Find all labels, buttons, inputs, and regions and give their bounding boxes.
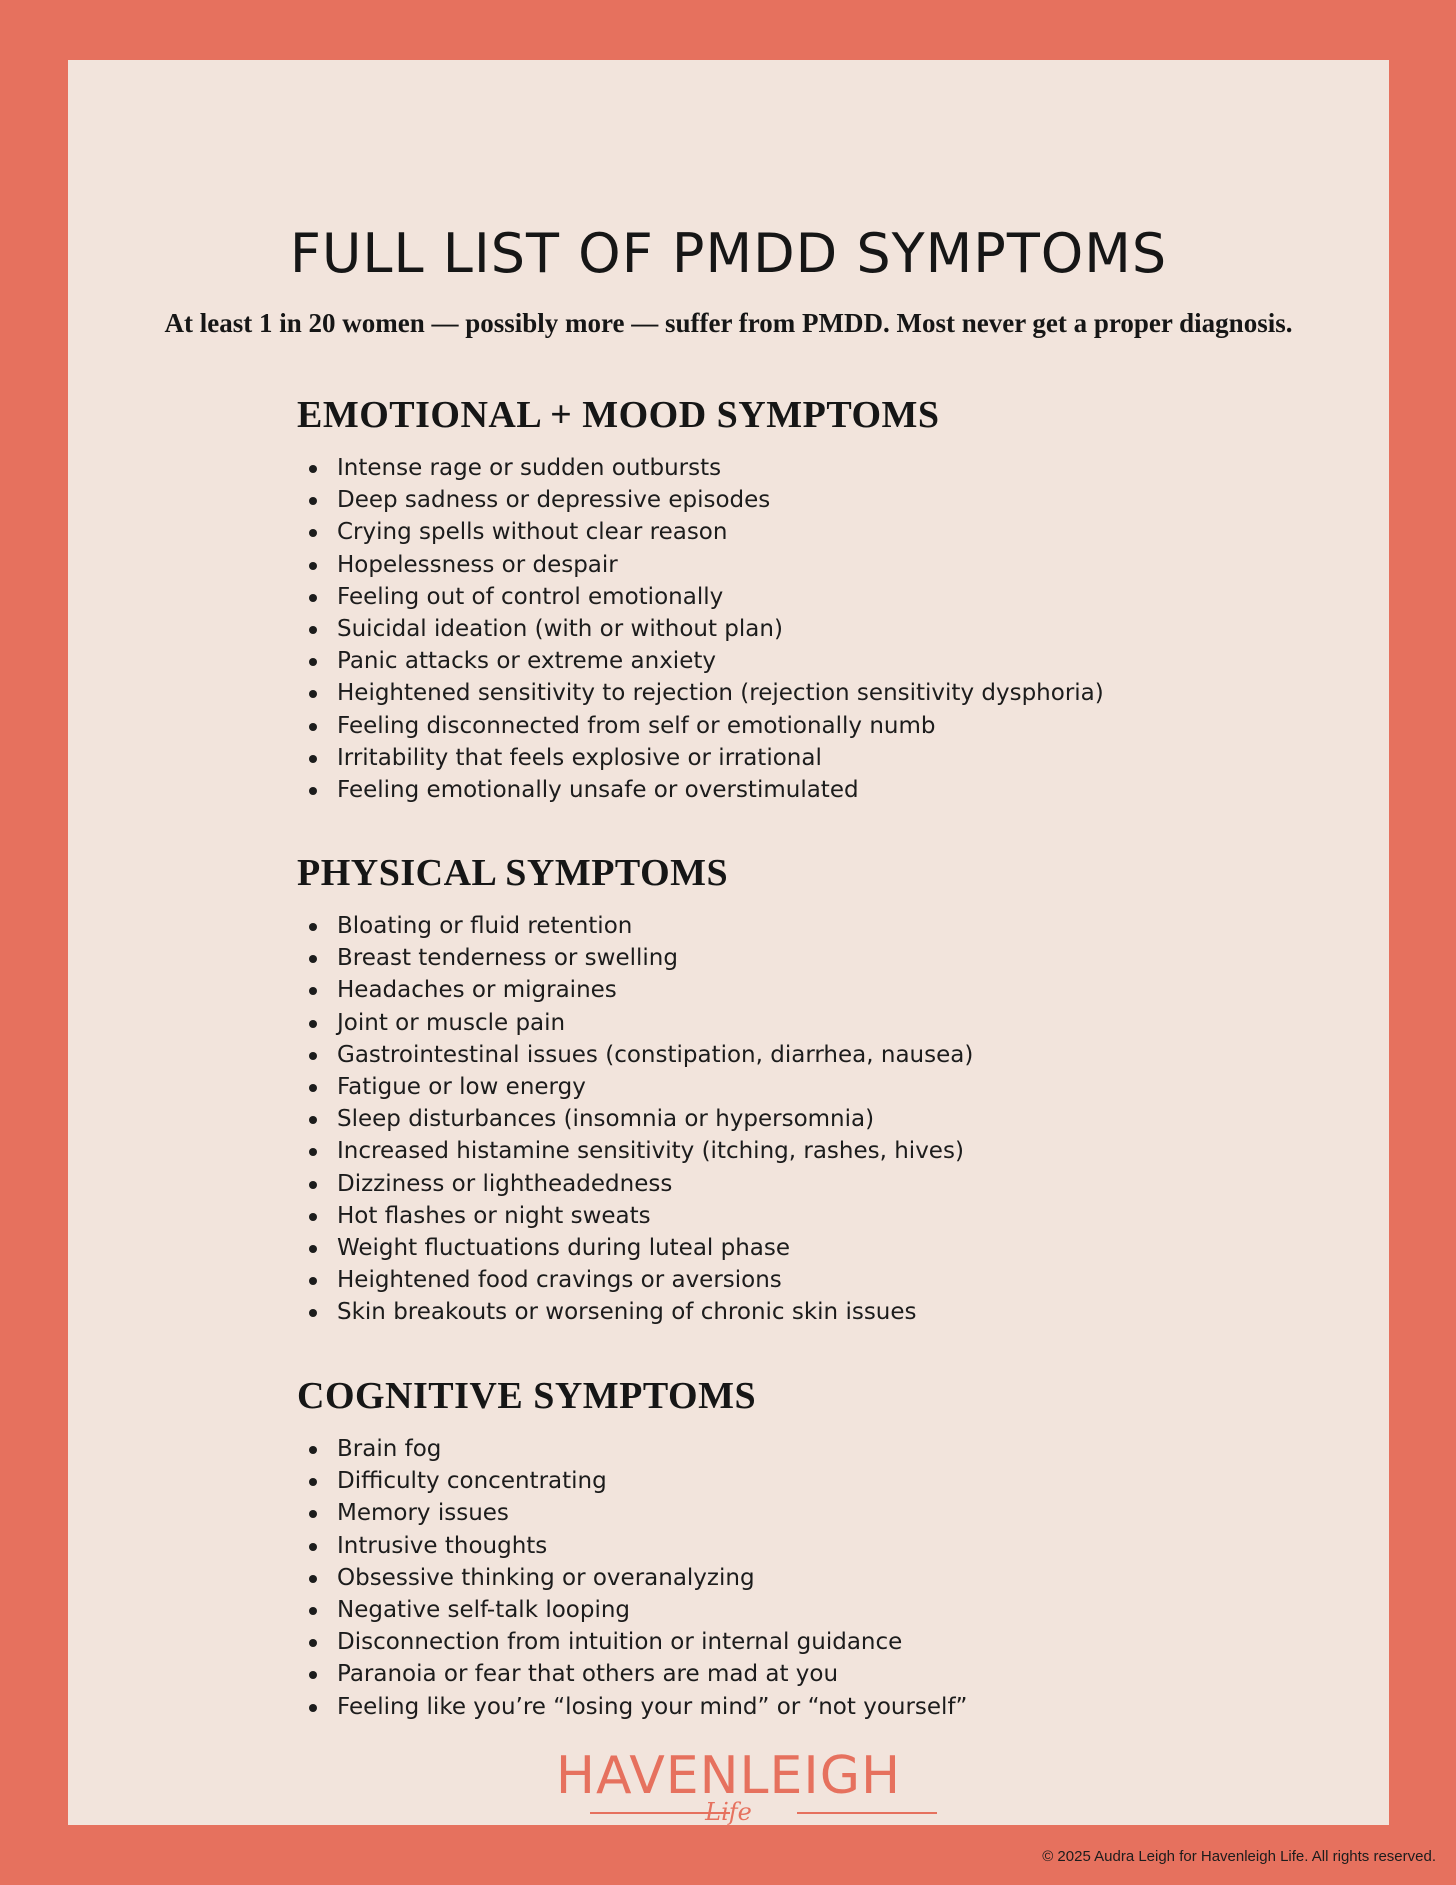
symptom-item: Weight fluctuations during luteal phase [297,1232,973,1264]
logo-script: Life [705,1798,752,1826]
symptom-item: Hot flashes or night sweats [297,1200,973,1232]
symptom-item: Intense rage or sudden outbursts [297,452,1104,484]
brand-logo [68,1746,1389,1836]
copyright-notice: © 2025 Audra Leigh for Havenleigh Life. All rights reserved. [1042,1848,1436,1865]
section-heading: EMOTIONAL + MOOD SYMPTOMS [297,394,940,436]
symptom-item: Panic attacks or extreme anxiety [297,645,1104,677]
symptom-item: Suicidal ideation (with or without plan) [297,613,1104,645]
symptom-item: Bloating or fluid retention [297,910,973,942]
symptom-item: Feeling emotionally unsafe or overstimulated [297,774,1104,806]
symptom-item: Intrusive thoughts [297,1530,967,1562]
symptom-item: Sleep disturbances (insomnia or hypersomnia) [297,1103,973,1135]
section-heading: PHYSICAL SYMPTOMS [297,852,729,894]
symptom-item: Heightened food cravings or aversions [297,1264,973,1296]
symptom-list [297,1433,967,1723]
symptom-item: Hopelessness or despair [297,549,1104,581]
page-subtitle: At least 1 in 20 women — possibly more — suffer from PMDD. Most never get a proper diagnosis. [164,308,1293,338]
symptom-item: Disconnection from intuition or internal guidance [297,1626,967,1658]
symptom-item: Skin breakouts or worsening of chronic skin issues [297,1296,973,1328]
symptom-item: Memory issues [297,1497,967,1529]
symptom-item: Gastrointestinal issues (constipation, diarrhea, nausea) [297,1039,973,1071]
symptom-item: Irritability that feels explosive or irrational [297,742,1104,774]
symptom-item: Fatigue or low energy [297,1071,973,1103]
symptom-item: Paranoia or fear that others are mad at you [297,1658,967,1690]
symptom-item: Feeling out of control emotionally [297,581,1104,613]
section-heading: COGNITIVE SYMPTOMS [297,1375,757,1417]
symptom-item: Increased histamine sensitivity (itching, rashes, hives) [297,1135,973,1167]
symptom-item: Breast tenderness or swelling [297,942,973,974]
symptom-item: Obsessive thinking or overanalyzing [297,1562,967,1594]
symptom-item: Crying spells without clear reason [297,516,1104,548]
symptom-item: Difficulty concentrating [297,1465,967,1497]
logo-wordmark: HAVENLEIGH [555,1746,902,1806]
symptom-item: Deep sadness or depressive episodes [297,484,1104,516]
symptom-item: Negative self-talk looping [297,1594,967,1626]
page-title: FULL LIST OF PMDD SYMPTOMS [289,222,1168,285]
section-emotional [297,392,1104,806]
symptom-item: Feeling disconnected from self or emotionally numb [297,710,1104,742]
symptom-item: Dizziness or lightheadedness [297,1168,973,1200]
symptom-list [297,452,1104,806]
symptom-item: Heightened sensitivity to rejection (rejection sensitivity dysphoria) [297,677,1104,709]
symptom-item: Joint or muscle pain [297,1007,973,1039]
symptom-item: Headaches or migraines [297,974,973,1006]
document-card [68,60,1389,1825]
symptom-list [297,910,973,1328]
symptom-item: Brain fog [297,1433,967,1465]
section-cognitive [297,1373,967,1723]
section-physical [297,850,973,1328]
symptom-item: Feeling like you’re “losing your mind” or “not yourself” [297,1691,967,1723]
